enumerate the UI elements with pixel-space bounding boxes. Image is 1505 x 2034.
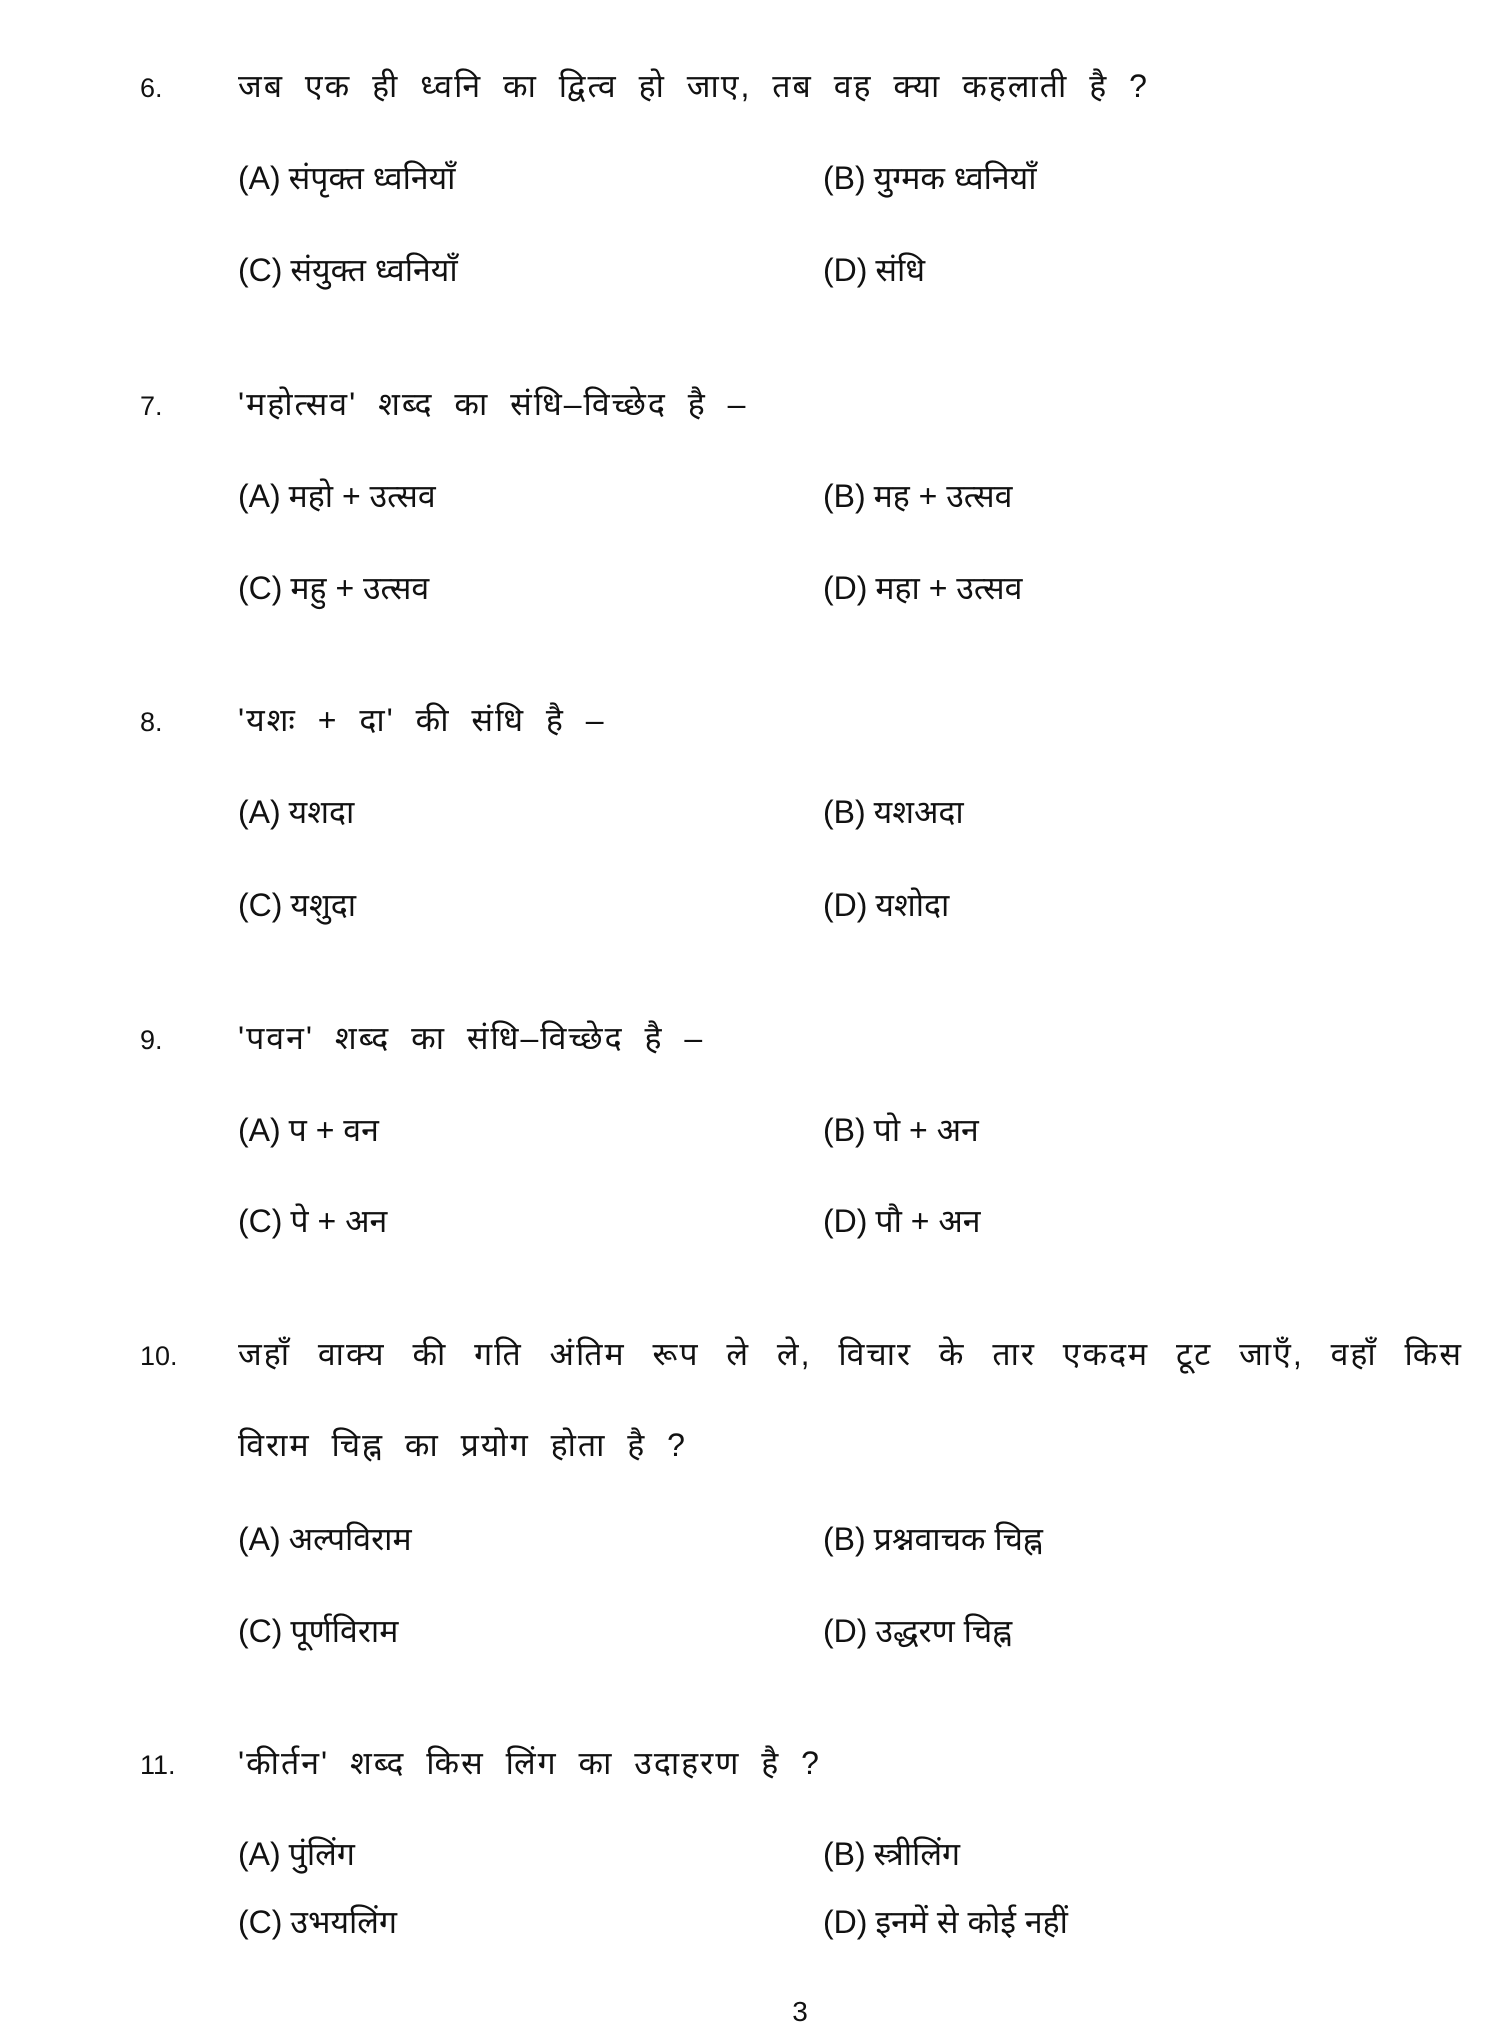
option-label: (C) xyxy=(238,1904,283,1940)
option-d xyxy=(823,1201,981,1241)
option-label: (B) xyxy=(823,160,866,196)
option-label: (C) xyxy=(238,1203,283,1239)
option-label: (A) xyxy=(238,1112,281,1148)
option-a xyxy=(238,1519,412,1559)
question-number: 8. xyxy=(140,707,163,737)
option-text: उभयलिंग xyxy=(290,1904,398,1940)
option-a xyxy=(238,158,455,198)
option-text: महो + उत्सव xyxy=(288,478,436,514)
option-text: यशदा xyxy=(288,794,355,830)
question-text-line-1: जहाँ वाक्य की गति अंतिम रूप ले ले, विचार के तार एकदम टूट जाएँ, वहाँ किस xyxy=(238,1336,1463,1372)
option-text: पुंलिंग xyxy=(288,1836,355,1872)
option-text: अल्पविराम xyxy=(288,1521,412,1557)
option-text: यशोदा xyxy=(875,887,950,923)
option-a xyxy=(238,476,436,516)
option-label: (A) xyxy=(238,478,281,514)
option-label: (B) xyxy=(823,1521,866,1557)
option-d xyxy=(823,885,949,925)
option-label: (A) xyxy=(238,794,281,830)
option-b xyxy=(823,158,1037,198)
option-label: (D) xyxy=(823,887,868,923)
option-c xyxy=(238,885,356,925)
option-label: (D) xyxy=(823,1904,868,1940)
question-number: 11. xyxy=(140,1750,176,1780)
option-label: (A) xyxy=(238,160,281,196)
question-text: 'यशः + दा' की संधि है – xyxy=(238,702,606,738)
option-text: प + वन xyxy=(288,1112,379,1148)
option-a xyxy=(238,1834,355,1874)
option-text: यशुदा xyxy=(290,887,357,923)
question-text: जब एक ही ध्वनि का द्वित्व हो जाए, तब वह क्या कहलाती है ? xyxy=(238,68,1149,104)
option-c xyxy=(238,1201,387,1241)
option-a xyxy=(238,792,354,832)
option-label: (C) xyxy=(238,570,283,606)
option-text: पौ + अन xyxy=(875,1203,981,1239)
option-b xyxy=(823,476,1012,516)
option-label: (D) xyxy=(823,252,868,288)
option-text: पूर्णविराम xyxy=(290,1613,399,1649)
option-c xyxy=(238,1902,397,1942)
option-label: (B) xyxy=(823,1836,866,1872)
option-text: महु + उत्सव xyxy=(290,570,430,606)
option-c xyxy=(238,1611,398,1651)
option-text: संपृक्त ध्वनियाँ xyxy=(288,160,456,196)
option-c xyxy=(238,568,429,608)
page-number: 3 xyxy=(792,1996,808,2027)
option-text: महा + उत्सव xyxy=(875,570,1023,606)
option-text: पे + अन xyxy=(290,1203,388,1239)
option-d xyxy=(823,250,925,290)
question-number: 10. xyxy=(140,1341,178,1371)
question-text-line-2: विराम चिह्न का प्रयोग होता है ? xyxy=(238,1427,687,1463)
option-b xyxy=(823,792,964,832)
option-b xyxy=(823,1519,1043,1559)
option-d xyxy=(823,1611,1012,1651)
option-label: (D) xyxy=(823,1203,868,1239)
option-label: (C) xyxy=(238,887,283,923)
option-c xyxy=(238,250,458,290)
option-a xyxy=(238,1110,379,1150)
option-label: (D) xyxy=(823,1613,868,1649)
option-text: प्रश्नवाचक चिह्न xyxy=(873,1521,1043,1557)
option-text: मह + उत्सव xyxy=(873,478,1013,514)
option-label: (D) xyxy=(823,570,868,606)
option-label: (C) xyxy=(238,1613,283,1649)
option-text: संधि xyxy=(875,252,926,288)
question-number: 6. xyxy=(140,73,163,103)
question-number: 9. xyxy=(140,1025,163,1055)
option-label: (B) xyxy=(823,1112,866,1148)
option-text: इनमें से कोई नहीं xyxy=(875,1904,1068,1940)
option-text: पो + अन xyxy=(873,1112,979,1148)
option-text: संयुक्त ध्वनियाँ xyxy=(290,252,458,288)
option-text: युग्मक ध्वनियाँ xyxy=(873,160,1037,196)
option-text: यशअदा xyxy=(873,794,964,830)
question-number: 7. xyxy=(140,391,163,421)
option-d xyxy=(823,568,1022,608)
option-label: (A) xyxy=(238,1521,281,1557)
question-text: 'महोत्सव' शब्द का संधि–विच्छेद है – xyxy=(238,386,748,422)
option-label: (B) xyxy=(823,794,866,830)
question-text: 'कीर्तन' शब्द किस लिंग का उदाहरण है ? xyxy=(238,1745,821,1781)
option-label: (B) xyxy=(823,478,866,514)
question-text: 'पवन' शब्द का संधि–विच्छेद है – xyxy=(238,1020,705,1056)
option-b xyxy=(823,1110,979,1150)
option-text: स्त्रीलिंग xyxy=(873,1836,961,1872)
option-b xyxy=(823,1834,960,1874)
option-label: (C) xyxy=(238,252,283,288)
option-label: (A) xyxy=(238,1836,281,1872)
option-text: उद्धरण चिह्न xyxy=(875,1613,1013,1649)
option-d xyxy=(823,1902,1068,1942)
